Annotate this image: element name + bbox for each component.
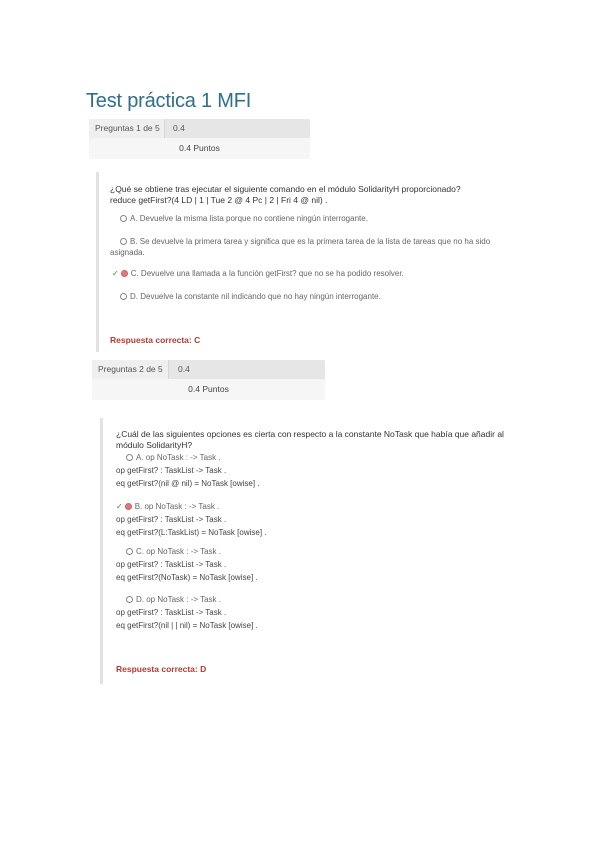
question-1-text: ¿Qué se obtiene tras ejecutar el siguiente comando en el módulo SolidarityH proporcionado? reduce getFirst?(4 LD | 1 | Tue 2 @ 4 Pc | 2 | Fri 4 @ nil) . bbox=[110, 184, 461, 205]
question-2-answer: Respuesta correcta: D bbox=[116, 664, 207, 674]
radio-icon[interactable] bbox=[120, 215, 127, 222]
radio-icon[interactable] bbox=[126, 548, 133, 555]
radio-icon[interactable] bbox=[126, 454, 133, 461]
question-1-points: 0.4 Puntos bbox=[89, 138, 310, 159]
question-2-header bbox=[92, 360, 325, 400]
question-1-score: 0.4 bbox=[173, 123, 185, 133]
page-title: Test práctica 1 MFI bbox=[86, 90, 252, 112]
checkmark-icon: ✓ bbox=[116, 502, 123, 511]
radio-icon[interactable] bbox=[120, 293, 127, 300]
question-2-points: 0.4 Puntos bbox=[92, 379, 325, 400]
question-1-option-c[interactable]: ✓ C. Devuelve una llamada a la función getFirst? que no se ha podido resolver. bbox=[112, 269, 404, 278]
question-2-label: Preguntas 2 de 5 bbox=[92, 360, 169, 379]
question-1-option-b[interactable]: B. Se devuelve la primera tarea y significa que es la primera tarea de la lista de tareas que no ha sido asignada. bbox=[110, 237, 491, 257]
question-1-answer: Respuesta correcta: C bbox=[110, 335, 201, 345]
radio-icon[interactable] bbox=[120, 238, 127, 245]
question-1-label: Preguntas 1 de 5 bbox=[89, 119, 165, 138]
radio-selected-icon[interactable] bbox=[125, 503, 132, 510]
question-1-option-a[interactable]: A. Devuelve la misma lista porque no contiene ningún interrogante. bbox=[120, 213, 368, 224]
radio-icon[interactable] bbox=[126, 596, 133, 603]
radio-selected-icon[interactable] bbox=[121, 270, 128, 277]
checkmark-icon: ✓ bbox=[112, 269, 119, 278]
question-2-score: 0.4 bbox=[178, 364, 190, 374]
question-2-text: ¿Cuál de las siguientes opciones es cierta con respecto a la constante NoTask que había que añadir al módulo SolidarityH? bbox=[116, 429, 504, 450]
question-1-header bbox=[89, 119, 310, 159]
question-1-option-d[interactable]: D. Devuelve la constante nil indicando que no hay ningún interrogante. bbox=[120, 291, 381, 302]
